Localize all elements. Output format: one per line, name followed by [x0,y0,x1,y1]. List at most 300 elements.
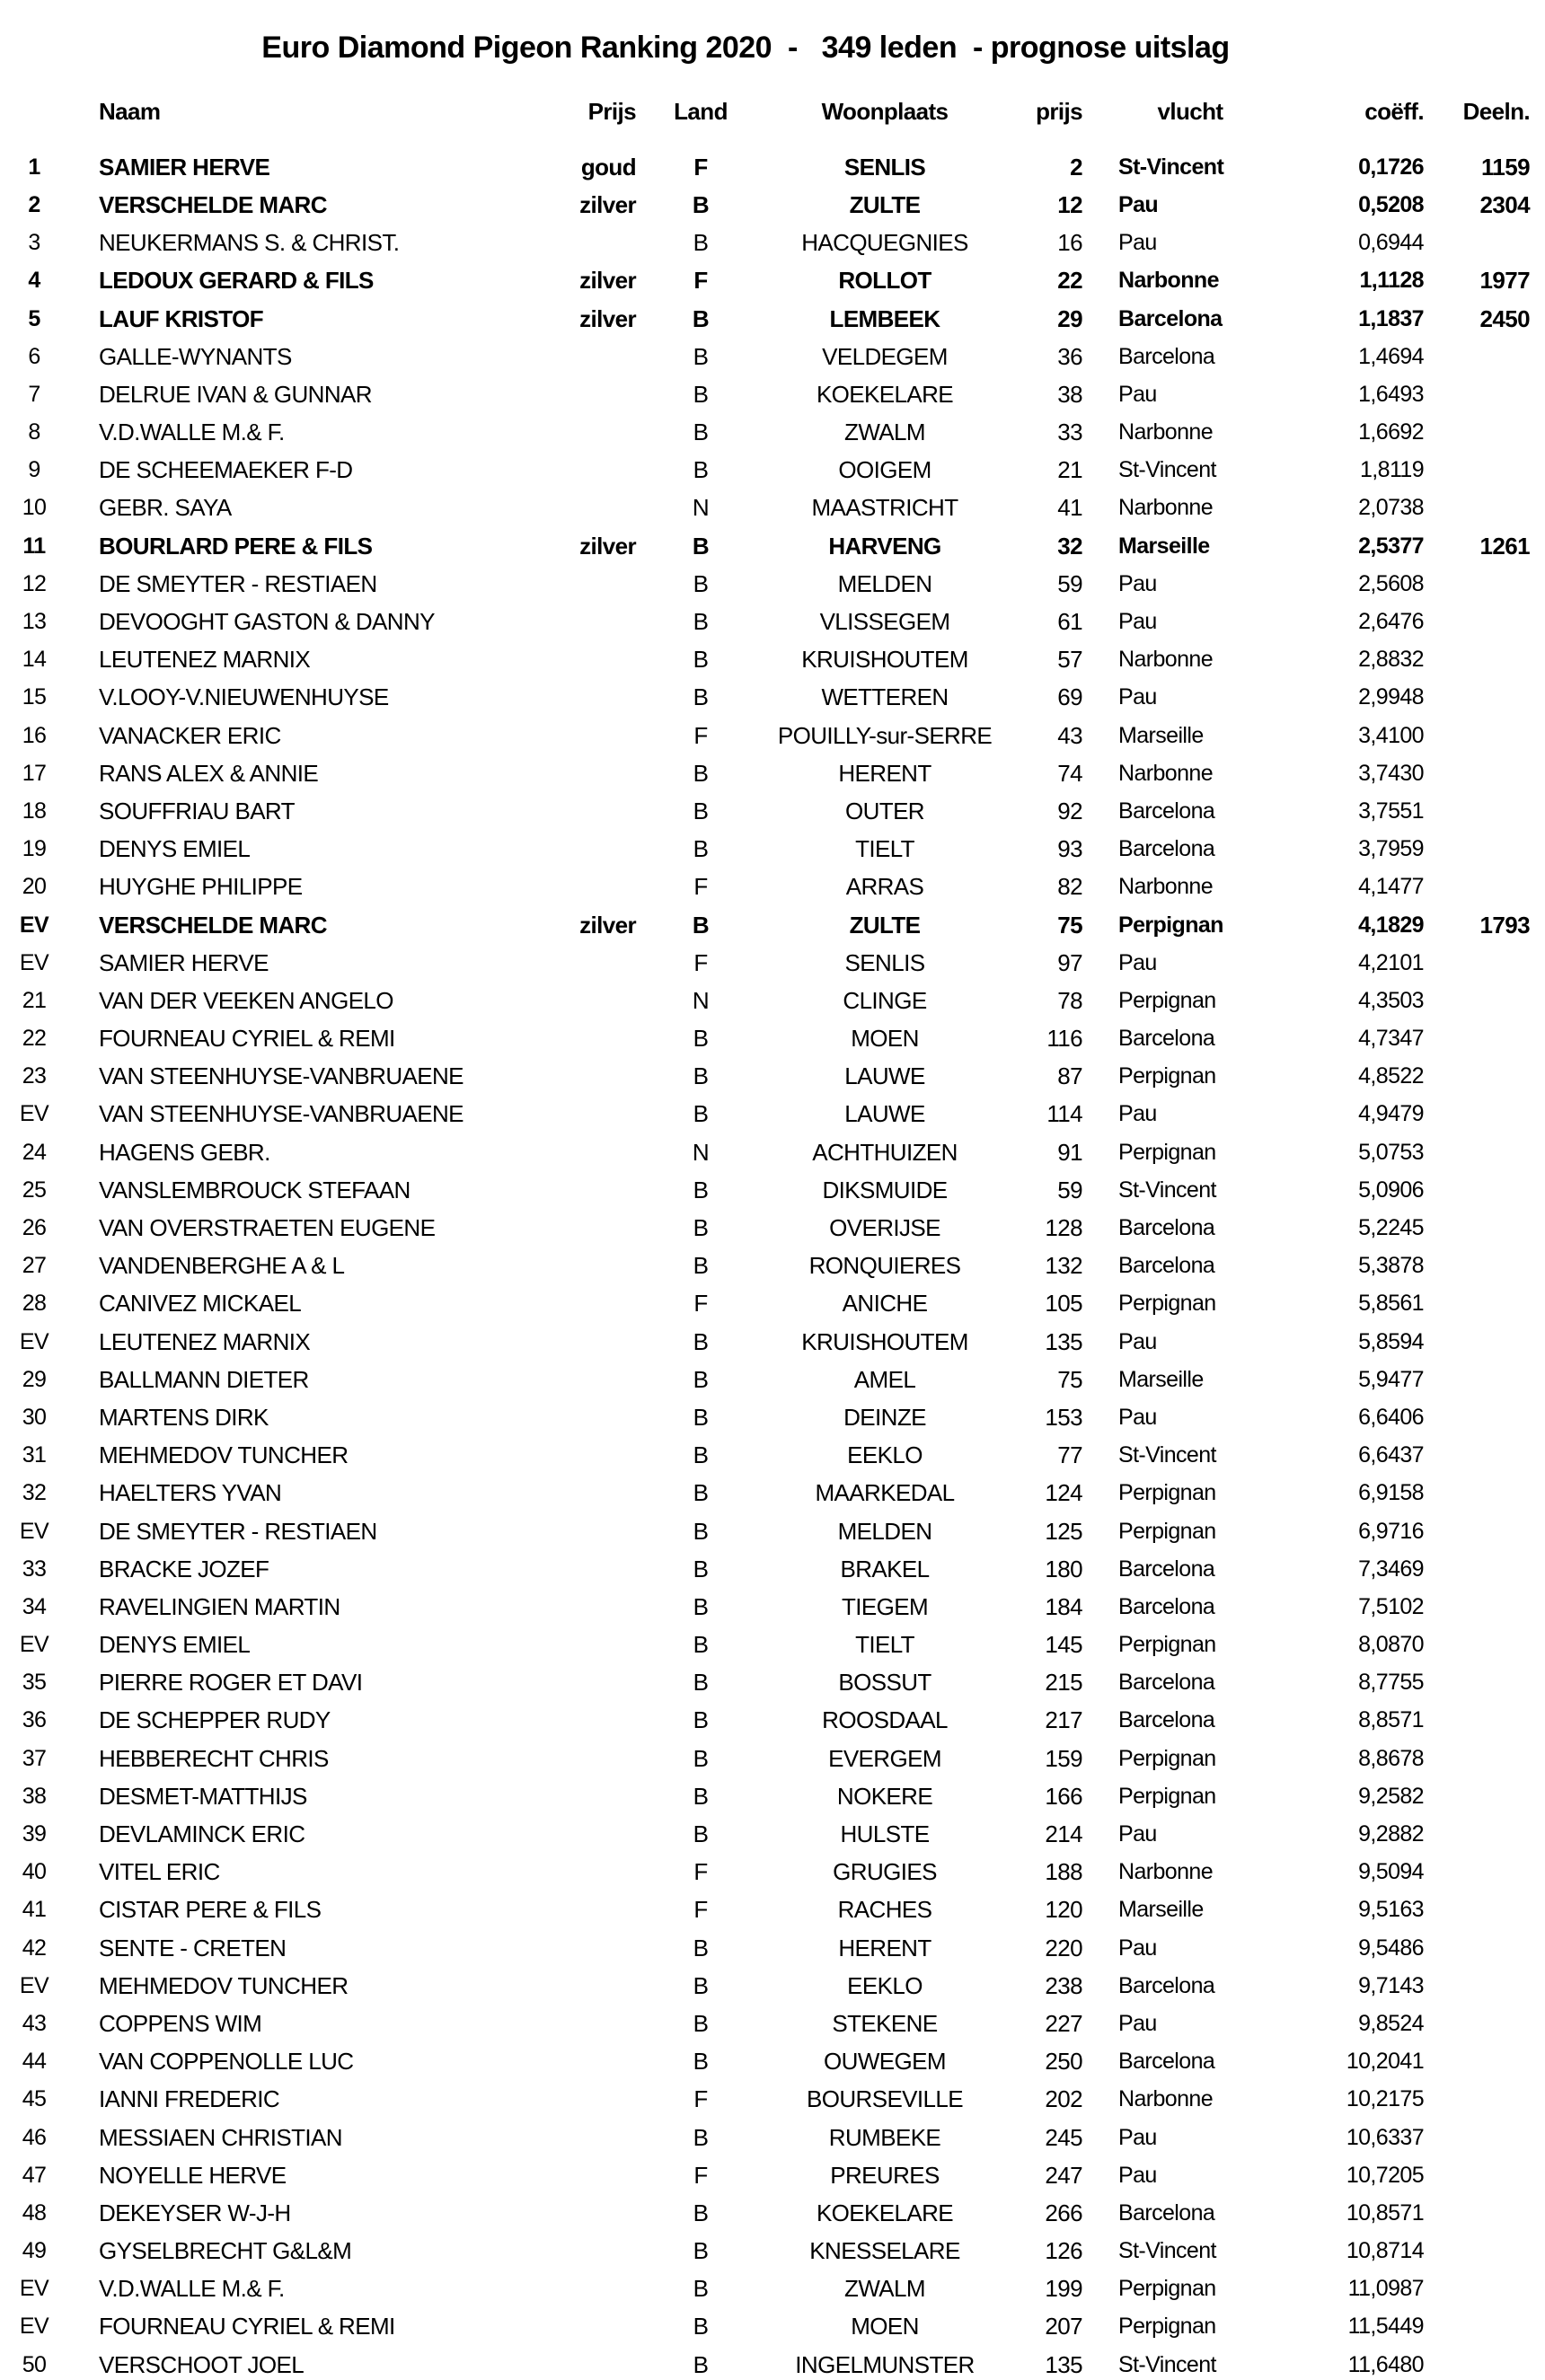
header-participants: Deeln. [1462,97,1530,125]
country-cell: B [693,1403,709,1431]
points-cell: 92 [1057,797,1082,824]
points-cell: 227 [1045,2009,1082,2037]
race-cell: Narbonne [1118,2086,1214,2112]
header-race: vlucht [1157,97,1223,125]
rank-cell: 47 [22,2162,47,2188]
rank-cell: 23 [22,1063,47,1089]
country-cell: B [693,2350,709,2378]
rank-cell: 50 [22,2351,47,2377]
points-cell: 87 [1057,1062,1082,1090]
ranking-row [0,603,1530,640]
name-cell: CANIVEZ MICKAEL [99,1290,302,1318]
rank-cell: 26 [22,1215,47,1241]
ranking-row [0,2270,1530,2308]
ranking-row [0,2119,1530,2156]
city-cell: EEKLO [847,1971,923,1999]
rank-cell: 24 [22,1139,47,1165]
coefficient-cell: 7,5102 [1358,1593,1424,1619]
ranking-row [0,717,1530,754]
name-cell: BRACKE JOZEF [99,1555,269,1582]
points-cell: 61 [1057,608,1082,636]
race-cell: Perpignan [1118,987,1216,1013]
ranking-row [0,1929,1530,1967]
name-cell: RANS ALEX & ANNIE [99,759,319,787]
rank-cell: EV [19,2276,49,2302]
name-cell: NEUKERMANS S. & CHRIST. [99,229,400,257]
country-cell: F [693,1290,708,1318]
points-cell: 153 [1045,1403,1082,1431]
rank-cell: 29 [22,1366,47,1392]
city-cell: ACHTHUIZEN [812,1138,958,1166]
rank-cell: 48 [22,2199,47,2226]
rank-cell: 35 [22,1670,47,1696]
ranking-row [0,300,1530,338]
city-cell: DIKSMUIDE [822,1176,948,1203]
ranking-row [0,2233,1530,2270]
race-cell: Pau [1118,684,1157,710]
name-cell: V.LOOY-V.NIEUWENHUYSE [99,683,389,711]
race-cell: Pau [1118,1935,1157,1961]
city-cell: BRAKEL [840,1555,930,1582]
rank-cell: 8 [28,419,40,445]
coefficient-cell: 10,6337 [1346,2124,1424,2150]
race-cell: Perpignan [1118,2276,1216,2302]
ranking-row [0,527,1530,565]
name-cell: BOURLARD PERE & FILS [99,532,373,560]
ranking-row [0,1437,1530,1475]
city-cell: ROOSDAAL [822,1706,948,1734]
ranking-row [0,906,1530,944]
name-cell: VERSCHELDE MARC [99,190,327,218]
ranking-row [0,1854,1530,1891]
ranking-row [0,1247,1530,1285]
points-cell: 57 [1057,646,1082,674]
name-cell: VERSCHELDE MARC [99,911,327,939]
ranking-row [0,2194,1530,2232]
city-cell: KRUISHOUTEM [801,1327,968,1355]
country-cell: B [693,1327,709,1355]
country-cell: B [693,1214,709,1242]
rank-cell: 43 [22,2010,47,2036]
race-cell: Pau [1118,230,1157,256]
rank-cell: 33 [22,1556,47,1582]
city-cell: MAARKEDAL [815,1479,955,1507]
rank-cell: 37 [22,1745,47,1771]
city-cell: SENLIS [844,948,925,976]
name-cell: DE SCHEPPER RUDY [99,1706,331,1734]
points-cell: 126 [1045,2237,1082,2265]
ranking-row [0,944,1530,982]
header-country: Land [674,97,728,125]
ranking-row [0,186,1530,224]
country-cell: B [693,1176,709,1203]
coefficient-cell: 3,4100 [1358,722,1424,748]
rank-cell: 2 [28,191,40,217]
country-cell: B [693,569,709,597]
points-cell: 21 [1057,456,1082,484]
ranking-table [0,93,1530,2380]
city-cell: DEINZE [843,1403,926,1431]
name-cell: COPPENS WIM [99,2009,262,2037]
race-cell: Barcelona [1118,305,1223,331]
name-cell: SAMIER HERVE [99,948,269,976]
race-cell: Narbonne [1118,495,1214,521]
rank-cell: EV [19,1328,49,1354]
race-cell: Narbonne [1118,647,1214,673]
city-cell: HULSTE [840,1820,930,1848]
points-cell: 2 [1070,153,1082,181]
participants-cell: 1159 [1480,153,1530,181]
ranking-row [0,982,1530,1019]
coefficient-cell: 4,8522 [1358,1063,1424,1089]
points-cell: 135 [1045,2350,1082,2378]
city-cell: BOSSUT [838,1669,931,1697]
points-cell: 180 [1045,1555,1082,1582]
country-cell: B [693,1631,709,1659]
coefficient-cell: 8,7755 [1358,1670,1424,1696]
rank-cell: 9 [28,457,40,483]
points-cell: 114 [1046,1100,1082,1128]
points-cell: 238 [1045,1971,1082,1999]
points-cell: 132 [1045,1252,1082,1280]
city-cell: ZWALM [844,419,925,446]
ranking-row [0,1398,1530,1436]
points-cell: 245 [1045,2123,1082,2151]
rank-cell: 22 [22,1026,47,1052]
race-cell: Pau [1118,2162,1157,2188]
points-cell: 135 [1045,1327,1082,1355]
race-cell: St-Vincent [1118,154,1224,180]
name-cell: FOURNEAU CYRIEL & REMI [99,1025,395,1053]
country-cell: B [692,190,710,218]
coefficient-cell: 9,8524 [1358,2010,1424,2036]
country-cell: B [693,1669,709,1697]
race-cell: Pau [1118,2010,1157,2036]
rank-cell: 30 [22,1404,47,1430]
coefficient-cell: 10,2175 [1346,2086,1424,2112]
ranking-row [0,452,1530,489]
ranking-row [0,1664,1530,1702]
name-cell: V.D.WALLE M.& F. [99,2275,285,2303]
ranking-row [0,1740,1530,1777]
rank-cell: EV [19,912,49,938]
country-cell: B [693,1934,709,1961]
city-cell: LEMBEEK [829,304,940,332]
name-cell: CISTAR PERE & FILS [99,1896,322,1924]
country-cell: B [693,608,709,636]
race-cell: Pau [1118,949,1157,975]
race-cell: Pau [1118,2124,1157,2150]
ranking-row [0,2043,1530,2081]
points-cell: 166 [1045,1782,1082,1810]
coefficient-cell: 9,5486 [1358,1935,1424,1961]
coefficient-cell: 9,7143 [1358,1972,1424,1998]
coefficient-cell: 6,6437 [1358,1442,1424,1468]
name-cell: DESMET-MATTHIJS [99,1782,307,1810]
race-cell: Marseille [1118,1366,1204,1392]
country-cell: N [692,1138,710,1166]
name-cell: VANACKER ERIC [99,721,281,749]
city-cell: HERENT [838,759,931,787]
name-cell: DELRUE IVAN & GUNNAR [99,380,372,408]
points-cell: 116 [1046,1025,1082,1053]
name-cell: DEVOOGHT GASTON & DANNY [99,608,435,636]
country-cell: B [693,456,709,484]
header-points: prijs [1036,97,1082,125]
name-cell: VAN STEENHUYSE-VANBRUAENE [99,1100,464,1128]
country-cell: B [693,683,709,711]
name-cell: GYSELBRECHT G&L&M [99,2237,352,2265]
name-cell: VAN DER VEEKEN ANGELO [99,986,393,1014]
city-cell: OUWEGEM [824,2048,946,2076]
country-cell: B [693,797,709,824]
city-cell: MELDEN [837,569,932,597]
race-cell: Perpignan [1118,1632,1216,1658]
rank-cell: 46 [22,2124,47,2150]
rank-cell: 31 [22,1442,47,1468]
name-cell: SAMIER HERVE [99,153,270,181]
coefficient-cell: 5,2245 [1358,1215,1424,1241]
city-cell: ARRAS [845,873,924,901]
rank-cell: 38 [22,1783,47,1809]
city-cell: STEKENE [832,2009,938,2037]
name-cell: DEVLAMINCK ERIC [99,1820,305,1848]
country-cell: B [693,419,709,446]
rank-cell: 36 [22,1707,47,1733]
rank-cell: EV [19,1518,49,1544]
race-cell: Barcelona [1118,836,1215,862]
page-title: Euro Diamond Pigeon Ranking 2020 - 349 leden - prognose uitslag [261,31,1230,65]
city-cell: TIELT [855,1631,914,1659]
coefficient-cell: 10,8714 [1346,2238,1424,2264]
name-cell: V.D.WALLE M.& F. [99,419,285,446]
country-cell: B [693,2199,709,2226]
ranking-row [0,2156,1530,2194]
race-cell: St-Vincent [1118,2351,1216,2377]
rank-cell: 41 [22,1897,47,1923]
name-cell: IANNI FREDERIC [99,2085,280,2113]
points-cell: 59 [1057,1176,1082,1203]
ranking-row [0,1285,1530,1323]
coefficient-cell: 4,1829 [1358,912,1424,938]
race-cell: Narbonne [1118,268,1219,294]
rank-cell: EV [19,2314,49,2340]
city-cell: POUILLY-sur-SERRE [777,721,993,749]
ranking-row [0,1588,1530,1626]
country-cell: B [693,2009,709,2037]
ranking-row [0,1891,1530,1929]
coefficient-cell: 2,8832 [1358,647,1424,673]
coefficient-cell: 8,0870 [1358,1632,1424,1658]
coefficient-cell: 5,0906 [1358,1177,1424,1203]
name-cell: DE SMEYTER - RESTIAEN [99,1517,377,1545]
points-cell: 93 [1057,835,1082,863]
race-cell: Barcelona [1118,1593,1215,1619]
points-cell: 199 [1045,2275,1082,2303]
name-cell: SENTE - CRETEN [99,1934,287,1961]
country-cell: N [692,986,710,1014]
coefficient-cell: 4,1477 [1358,874,1424,900]
country-cell: B [693,1100,709,1128]
country-cell: B [693,2123,709,2151]
header-coefficient: coëff. [1364,97,1424,125]
name-cell: HAGENS GEBR. [99,1138,270,1166]
city-cell: KOEKELARE [816,380,954,408]
city-cell: LAUWE [844,1062,925,1090]
city-cell: BOURSEVILLE [806,2085,964,2113]
points-cell: 207 [1045,2313,1082,2340]
country-cell: B [693,835,709,863]
country-cell: B [693,1971,709,1999]
race-cell: Marseille [1118,1897,1204,1923]
coefficient-cell: 8,8678 [1358,1745,1424,1771]
ranking-row [0,754,1530,792]
race-cell: Pau [1118,570,1157,596]
points-cell: 159 [1045,1744,1082,1772]
points-cell: 43 [1057,721,1082,749]
points-cell: 33 [1057,419,1082,446]
race-cell: Barcelona [1118,1707,1215,1733]
city-cell: SENLIS [843,153,926,181]
race-cell: Marseille [1118,722,1204,748]
race-cell: Perpignan [1118,1291,1216,1317]
rank-cell: 28 [22,1291,47,1317]
race-cell: Narbonne [1118,760,1214,786]
race-cell: Pau [1118,381,1157,407]
ranking-row [0,2346,1530,2380]
rank-cell: 12 [22,570,47,596]
name-cell: VANDENBERGHE A & L [99,1252,345,1280]
city-cell: ZWALM [844,2275,925,2303]
city-cell: CLINGE [843,986,927,1014]
points-cell: 97 [1057,948,1082,976]
rank-cell: 25 [22,1177,47,1203]
country-cell: B [693,342,709,370]
prize-cell: zilver [579,190,636,218]
coefficient-cell: 11,5449 [1347,2314,1424,2340]
race-cell: Barcelona [1118,798,1215,824]
country-cell: B [693,1517,709,1545]
points-cell: 38 [1057,380,1082,408]
city-cell: KOEKELARE [816,2199,954,2226]
coefficient-cell: 9,5163 [1358,1897,1424,1923]
coefficient-cell: 11,0987 [1347,2276,1424,2302]
points-cell: 250 [1045,2048,1082,2076]
name-cell: MEHMEDOV TUNCHER [99,1441,349,1469]
name-cell: LEDOUX GERARD & FILS [99,267,374,295]
city-cell: VELDEGEM [822,342,948,370]
rank-cell: EV [19,1632,49,1658]
country-cell: B [693,1252,709,1280]
coefficient-cell: 10,7205 [1346,2162,1424,2188]
race-cell: Pau [1118,1101,1157,1127]
coefficient-cell: 1,6692 [1358,419,1424,445]
rank-cell: 1 [28,154,40,180]
name-cell: LEUTENEZ MARNIX [99,1327,311,1355]
rank-cell: 32 [22,1480,47,1506]
points-cell: 266 [1045,2199,1082,2226]
race-cell: Pau [1118,609,1157,635]
participants-cell: 1977 [1479,267,1530,295]
rank-cell: 11 [22,533,46,559]
points-cell: 202 [1045,2085,1082,2113]
race-cell: Perpignan [1118,1480,1216,1506]
coefficient-cell: 0,1726 [1358,154,1424,180]
coefficient-cell: 3,7959 [1358,836,1424,862]
coefficient-cell: 7,3469 [1358,1556,1424,1582]
points-cell: 82 [1057,873,1082,901]
rank-cell: EV [19,1972,49,1998]
coefficient-cell: 2,6476 [1358,609,1424,635]
country-cell: F [693,873,708,901]
race-cell: St-Vincent [1118,1442,1216,1468]
country-cell: B [693,1555,709,1582]
country-cell: B [693,646,709,674]
coefficient-cell: 4,9479 [1358,1101,1424,1127]
city-cell: RUMBEKE [828,2123,941,2151]
race-cell: Barcelona [1118,1026,1215,1052]
country-cell: B [693,1744,709,1772]
name-cell: VERSCHOOT JOEL [99,2350,305,2378]
city-cell: MAASTRICHT [811,494,958,522]
country-cell: B [693,1592,709,1620]
country-cell: F [693,948,708,976]
ranking-row [0,1058,1530,1096]
race-cell: Pau [1118,1821,1157,1847]
coefficient-cell: 1,1837 [1358,305,1424,331]
prize-cell: zilver [579,267,636,295]
name-cell: VANSLEMBROUCK STEFAAN [99,1176,411,1203]
city-cell: OOIGEM [838,456,931,484]
country-cell: B [692,304,710,332]
points-cell: 32 [1057,532,1082,560]
race-cell: Narbonne [1118,1859,1214,1885]
city-cell: RACHES [837,1896,932,1924]
coefficient-cell: 9,2582 [1358,1783,1424,1809]
city-cell: OUTER [844,797,924,824]
race-cell: Perpignan [1118,1063,1216,1089]
race-cell: St-Vincent [1118,457,1216,483]
race-cell: Perpignan [1118,1783,1216,1809]
city-cell: ANICHE [842,1290,928,1318]
race-cell: Perpignan [1118,1745,1216,1771]
ranking-row [0,565,1530,603]
coefficient-cell: 5,8561 [1358,1291,1424,1317]
name-cell: RAVELINGIEN MARTIN [99,1592,340,1620]
coefficient-cell: 1,6493 [1358,381,1424,407]
rank-cell: EV [19,1101,49,1127]
city-cell: MOEN [851,2313,919,2340]
city-cell: GRUGIES [833,1858,937,1886]
ranking-row [0,679,1530,717]
country-cell: B [692,532,710,560]
points-cell: 41 [1057,494,1082,522]
points-cell: 16 [1057,229,1082,257]
race-cell: St-Vincent [1118,1177,1216,1203]
points-cell: 188 [1045,1858,1082,1886]
rank-cell: 7 [28,381,40,407]
country-cell: B [693,1441,709,1469]
points-cell: 215 [1045,1669,1082,1697]
name-cell: VAN OVERSTRAETEN EUGENE [99,1214,436,1242]
rank-cell: 39 [22,1821,47,1847]
header-name: Naam [99,97,161,125]
name-cell: PIERRE ROGER ET DAVI [99,1669,363,1697]
city-cell: MOEN [851,1025,919,1053]
prize-cell: goud [580,153,636,181]
name-cell: LAUF KRISTOF [99,304,263,332]
country-cell: B [693,229,709,257]
